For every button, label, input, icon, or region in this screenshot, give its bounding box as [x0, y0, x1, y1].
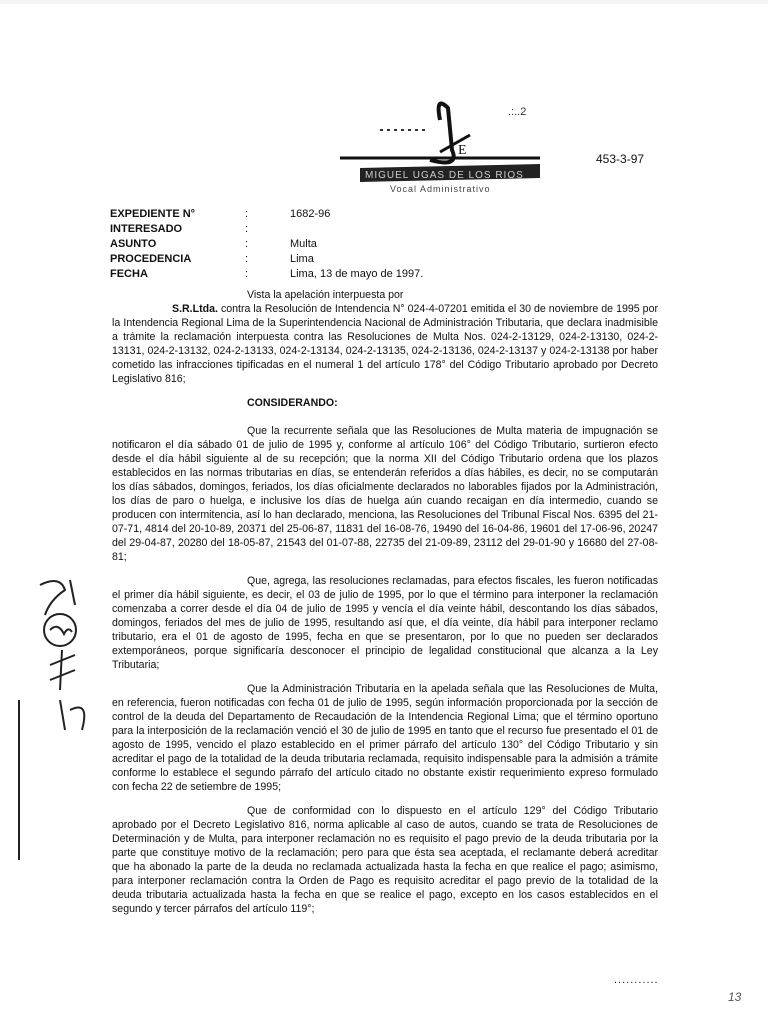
value-interesado [290, 222, 510, 237]
label-interesado: INTERESADO [110, 223, 183, 235]
document-number: 453-3-97 [596, 152, 645, 166]
colon: : [245, 223, 249, 235]
scan-edge [0, 0, 768, 4]
case-header [110, 207, 510, 282]
svg-text:E: E [458, 143, 467, 158]
header-row-expediente [110, 207, 510, 222]
colon: : [245, 238, 249, 250]
margin-line [18, 700, 20, 860]
header-row-asunto [110, 237, 510, 252]
value-asunto: Multa [290, 238, 317, 250]
company-name: S.R.Ltda. [172, 303, 218, 315]
paragraph-3: Que la Administración Tributaria en la apelada señala que las Resoluciones de Multa, en referencia, fueron notificadas con fecha 01 de julio de 1995, según información proporcionada por la sección de control de la deuda del Departamento de Recaudación de la Intendencia Regional Lima; que el término oportuno para la interposición de la reclamación venció el 30 de julio de 1995 en tanto que el recurso fue presentado el 01 de agosto de 1995, vencido el plazo establecido en el primer párrafo del artículo 130° del Código Tributario y sin acreditar el pago de la totalidad de la deuda tributaria reclamada, requisito indispensable para la admisión a trámite conforme lo establece el segundo párrafo del artículo citado no obstante existir requerimiento expreso formulado con fecha 22 de setiembre de 1995; [112, 683, 658, 793]
vista-text: contra la Resolución de Intendencia N° 024-4-07201 emitida el 30 de noviembre de 1995 por la Intendencia Regional Lima de la Superintendencia Nacional de Administración Tributaria, que declara inadmisible a trámite la reclamación interpuesta contra las Resoluciones de Multa Nos. 024-2-13129, 024-2-13130, 024-2-13131, 024-2-13132, 024-2-13133, 024-2-13134, 024-2-13135, 024-2-13136, 024-2-13137 y 024-2-13138 por haber cometido las infracciones tipificadas en el numeral 1 del artículo 178° del Código Tributario aprobado por Decreto Legislativo 816; [112, 303, 658, 385]
svg-text:.:..2: .:..2 [508, 106, 527, 118]
signature-stamp [340, 90, 560, 200]
svg-text:MIGUEL UGAS DE LOS RIOS: MIGUEL UGAS DE LOS RIOS [365, 170, 524, 181]
label-expediente: EXPEDIENTE N° [110, 208, 196, 220]
paragraph-2: Que, agrega, las resoluciones reclamadas, para efectos fiscales, les fueron notificadas el primer día hábil siguiente, es decir, el 03 de julio de 1995, por lo que el término para interponer la reclamación comenzaba a correr desde el día 04 de julio de 1995 y vencía el día veinte hábil, descontando los días sábados, domingos, feriados del mes de julio de 1995, resultando así que, el día veinte, día hábil para interponer reclamo tributario, era el 01 de agosto de 1995, fecha en que se presentaron, por lo que no pueden ser declarados extemporáneos, porque significaría desconocer el principio de legalidad constitucional que alcanza a la Ley Tributaria; [112, 575, 658, 671]
svg-text:Vocal Administrativo: Vocal Administrativo [390, 184, 491, 194]
value-procedencia: Lima [290, 253, 314, 265]
paragraph-4: Que de conformidad con lo dispuesto en el artículo 129° del Código Tributario aprobado por el Decreto Legislativo 816, norma aplicable al caso de autos, cuando se trata de Resoluciones de Determinación y de Multa, para interponer reclamación no es requisito el pago previo de la deuda tributaria por la parte que constituye motivo de la reclamación; pero para que ésta sea aceptada, el reclamante deberá acreditar que ha abonado la parte de la deuda no reclamada actualizada hasta la fecha en que realice el pago; asimismo, para interponer reclamación contra la Orden de Pago es requisito acreditar el pago previo de la totalidad de la deuda tributaria actualizada hasta la fecha en que se realice el pago, excepto en los casos establecidos en el segundo y tercer párrafos del artículo 119°; [112, 805, 658, 915]
colon: : [245, 208, 249, 220]
colon: : [245, 268, 249, 280]
section-heading: CONSIDERANDO: [247, 397, 338, 409]
header-row-fecha [110, 267, 510, 282]
resolution-body [112, 288, 658, 926]
label-procedencia: PROCEDENCIA [110, 253, 192, 265]
handwritten-margin-notes [20, 570, 100, 740]
colon: : [245, 253, 249, 265]
header-row-interesado [110, 222, 510, 237]
vista-intro: Vista la apelación interpuesta por [247, 289, 404, 301]
label-asunto: ASUNTO [110, 238, 157, 250]
label-fecha: FECHA [110, 268, 148, 280]
value-expediente: 1682-96 [290, 208, 331, 220]
page-number: 13 [728, 990, 742, 1004]
value-fecha: Lima, 13 de mayo de 1997. [290, 268, 424, 280]
paragraph-vista [112, 288, 658, 386]
paragraph-1: Que la recurrente señala que las Resoluciones de Multa materia de impugnación se notificaron el día sábado 01 de julio de 1995 y, conforme al artículo 106° del Código Tributario, surtieron efecto desde el día hábil siguiente al de su recepción; que la norma XII del Código Tributario ordena que los plazos establecidos en las normas tributarias en días, se entenderán referidos a días hábiles, es decir, no se computarán los días sábados, domingos, feriados, los días oficialmente declarados no laborables fijados por la Administración, los días de paro o huelga, e inclusive los días de huelga aún cuando recaigan en día intermedio, cuando se producen con intermitencia, así lo han declarado, menciona, las Resoluciones del Tribunal Fiscal Nos. 6395 del 21-07-71, 4814 del 20-10-89, 20371 del 25-06-87, 11831 del 16-08-76, 19490 del 16-04-86, 19601 del 17-06-96, 20247 del 29-04-87, 20280 del 18-05-87, 21543 del 01-07-88, 22735 del 21-09-89, 23112 del 29-01-90 y 16680 del 27-08-81; [112, 425, 658, 563]
header-row-procedencia [110, 252, 510, 267]
continuation-dots: ........... [614, 974, 659, 986]
